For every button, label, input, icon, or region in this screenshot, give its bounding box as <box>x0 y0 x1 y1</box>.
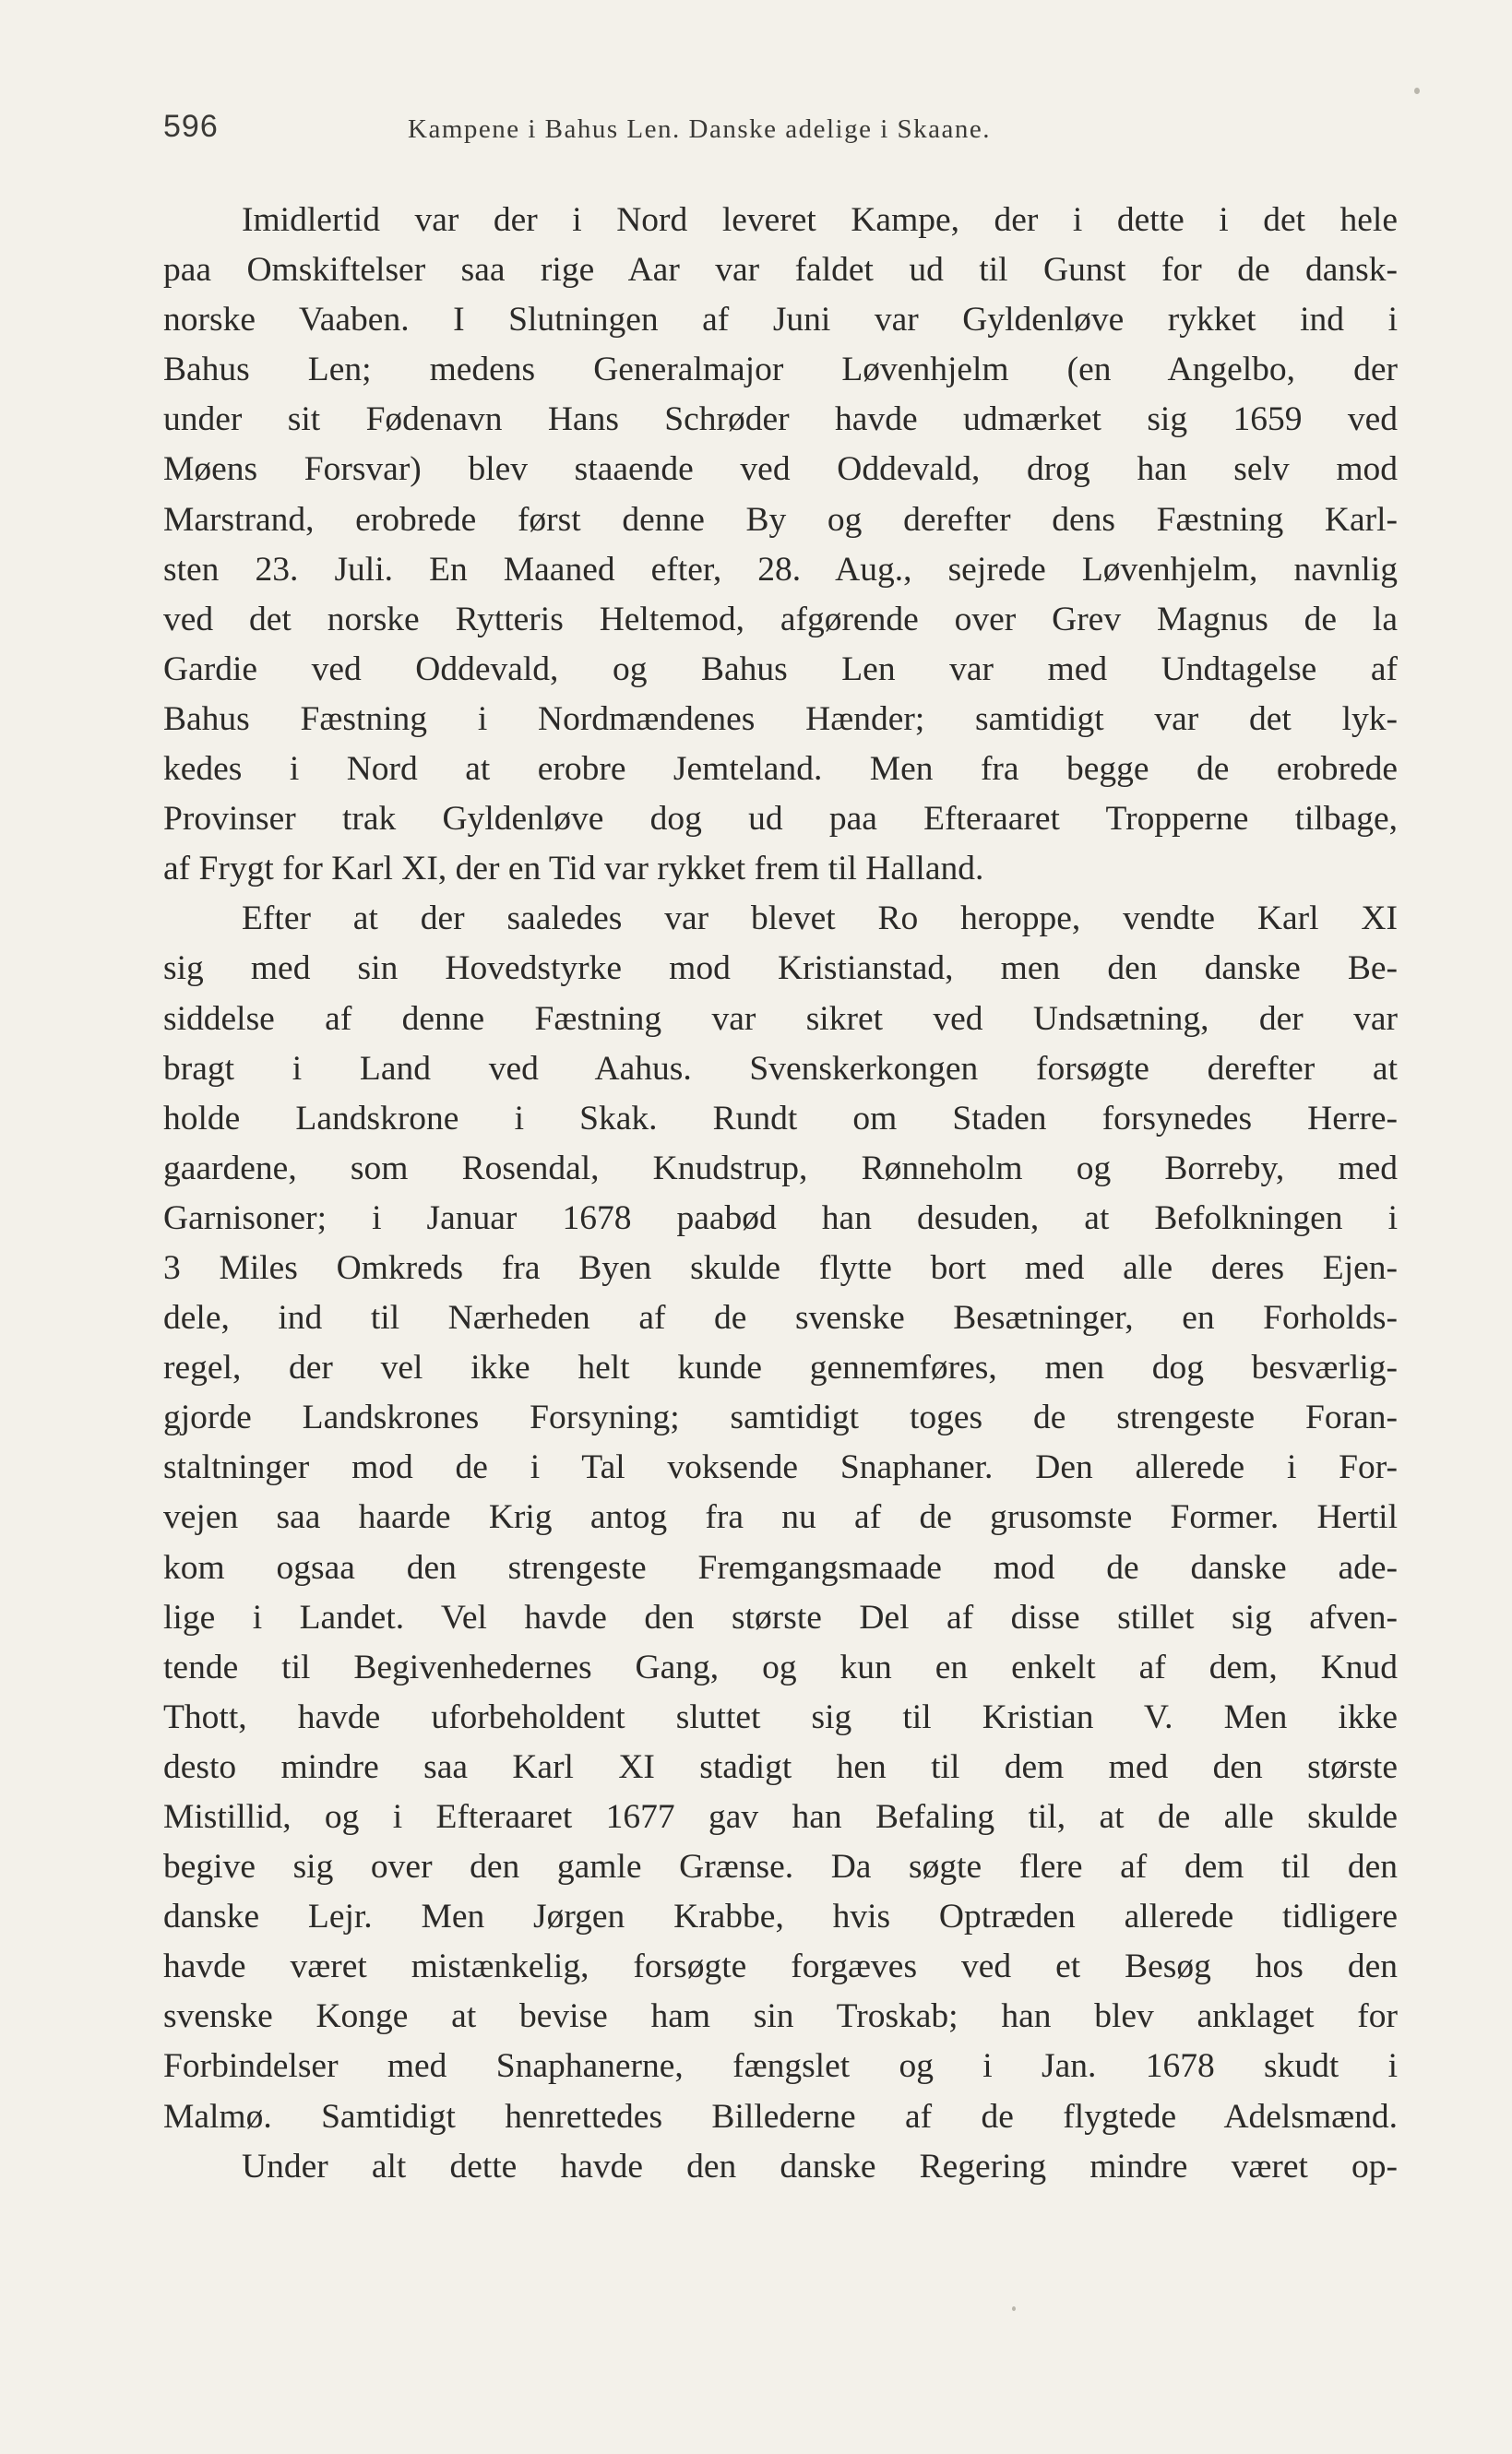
text-line: Marstrand, erobrede først denne By og derefter dens Fæstning Karl- <box>163 500 1398 539</box>
running-head: Kampene i Bahus Len. Danske adelige i Skaane. <box>408 114 992 144</box>
text-line: havde været mistænkelig, forsøgte forgæves ved et Besøg hos den <box>163 1948 1398 1986</box>
text-line: Bahus Len; medens Generalmajor Løvenhjelm (en Angelbo, der <box>163 351 1398 389</box>
text-line: dele, ind til Nærheden af de svenske Besætninger, en Forholds- <box>163 1299 1398 1338</box>
text-line: begive sig over den gamle Grænse. Da søgte flere af dem til den <box>163 1848 1398 1887</box>
text-line: tende til Begivenhedernes Gang, og kun en enkelt af dem, Knud <box>163 1648 1398 1686</box>
text-line: gjorde Landskrones Forsyning; samtidigt toges de strengeste Foran- <box>163 1399 1398 1437</box>
text-line: holde Landskrone i Skak. Rundt om Staden forsynedes Herre- <box>163 1099 1398 1138</box>
text-line: Thott, havde uforbeholdent sluttet sig til Kristian V. Men ikke <box>163 1698 1398 1736</box>
text-line: Provinser trak Gyldenløve dog ud paa Efteraaret Tropperne tilbage, <box>163 800 1398 839</box>
text-line: staltninger mod de i Tal voksende Snaphaner. Den allerede i For- <box>163 1448 1398 1487</box>
text-line: Forbindelser med Snaphanerne, fængslet og i Jan. 1678 skudt i <box>163 2047 1398 2086</box>
text-line: desto mindre saa Karl XI stadigt hen til dem med den største <box>163 1747 1398 1786</box>
paper-speck <box>1414 88 1420 94</box>
text-line: Imidlertid var der i Nord leveret Kampe, der i dette i det hele <box>242 201 1398 239</box>
text-line: Møens Forsvar) blev staaende ved Oddevald, drog han selv mod <box>163 450 1398 489</box>
page-number: 596 <box>163 109 219 144</box>
text-line: sig med sin Hovedstyrke mod Kristianstad, men den danske Be- <box>163 949 1398 988</box>
text-line: svenske Konge at bevise ham sin Troskab; han blev anklaget for <box>163 1997 1398 2036</box>
text-line: Malmø. Samtidigt henrettedes Billederne af de flygtede Adelsmænd. <box>163 2097 1398 2136</box>
text-line: paa Omskiftelser saa rige Aar var faldet ud til Gunst for de dansk- <box>163 251 1398 290</box>
text-line: siddelse af denne Fæstning var sikret ved Undsætning, der var <box>163 999 1398 1038</box>
text-line: gaardene, som Rosendal, Knudstrup, Rønneholm og Borreby, med <box>163 1149 1398 1187</box>
body-text <box>163 196 1398 2192</box>
text-line: vejen saa haarde Krig antog fra nu af de grusomste Former. Hertil <box>163 1498 1398 1537</box>
text-line: bragt i Land ved Aahus. Svenskerkongen forsøgte derefter at <box>163 1049 1398 1088</box>
text-line: sten 23. Juli. En Maaned efter, 28. Aug., sejrede Løvenhjelm, navnlig <box>163 550 1398 589</box>
paper-speck <box>1012 2306 1016 2311</box>
text-line: Mistillid, og i Efteraaret 1677 gav han Befaling til, at de alle skulde <box>163 1798 1398 1836</box>
text-line: ved det norske Rytteris Heltemod, afgørende over Grev Magnus de la <box>163 600 1398 638</box>
text-line: 3 Miles Omkreds fra Byen skulde flytte bort med alle deres Ejen- <box>163 1248 1398 1287</box>
text-line: Efter at der saaledes var blevet Ro heroppe, vendte Karl XI <box>242 899 1398 938</box>
text-line: under sit Fødenavn Hans Schrøder havde udmærket sig 1659 ved <box>163 400 1398 439</box>
text-line: kom ogsaa den strengeste Fremgangsmaade mod de danske ade- <box>163 1548 1398 1587</box>
page-header <box>163 109 1399 155</box>
text-line: af Frygt for Karl XI, der en Tid var rykket frem til Halland. <box>163 850 984 888</box>
text-line: danske Lejr. Men Jørgen Krabbe, hvis Optræden allerede tidligere <box>163 1898 1398 1936</box>
text-line: Bahus Fæstning i Nordmændenes Hænder; samtidigt var det lyk- <box>163 699 1398 738</box>
text-line: kedes i Nord at erobre Jemteland. Men fra begge de erobrede <box>163 750 1398 789</box>
text-line: norske Vaaben. I Slutningen af Juni var Gyldenløve rykket ind i <box>163 301 1398 340</box>
text-line: Under alt dette havde den danske Regering mindre været op- <box>242 2147 1398 2186</box>
text-line: lige i Landet. Vel havde den største Del af disse stillet sig afven- <box>163 1598 1398 1637</box>
text-line: regel, der vel ikke helt kunde gennemføres, men dog besværlig- <box>163 1349 1398 1388</box>
text-line: Garnisoner; i Januar 1678 paabød han desuden, at Befolkningen i <box>163 1198 1398 1237</box>
text-line: Gardie ved Oddevald, og Bahus Len var med Undtagelse af <box>163 649 1398 688</box>
